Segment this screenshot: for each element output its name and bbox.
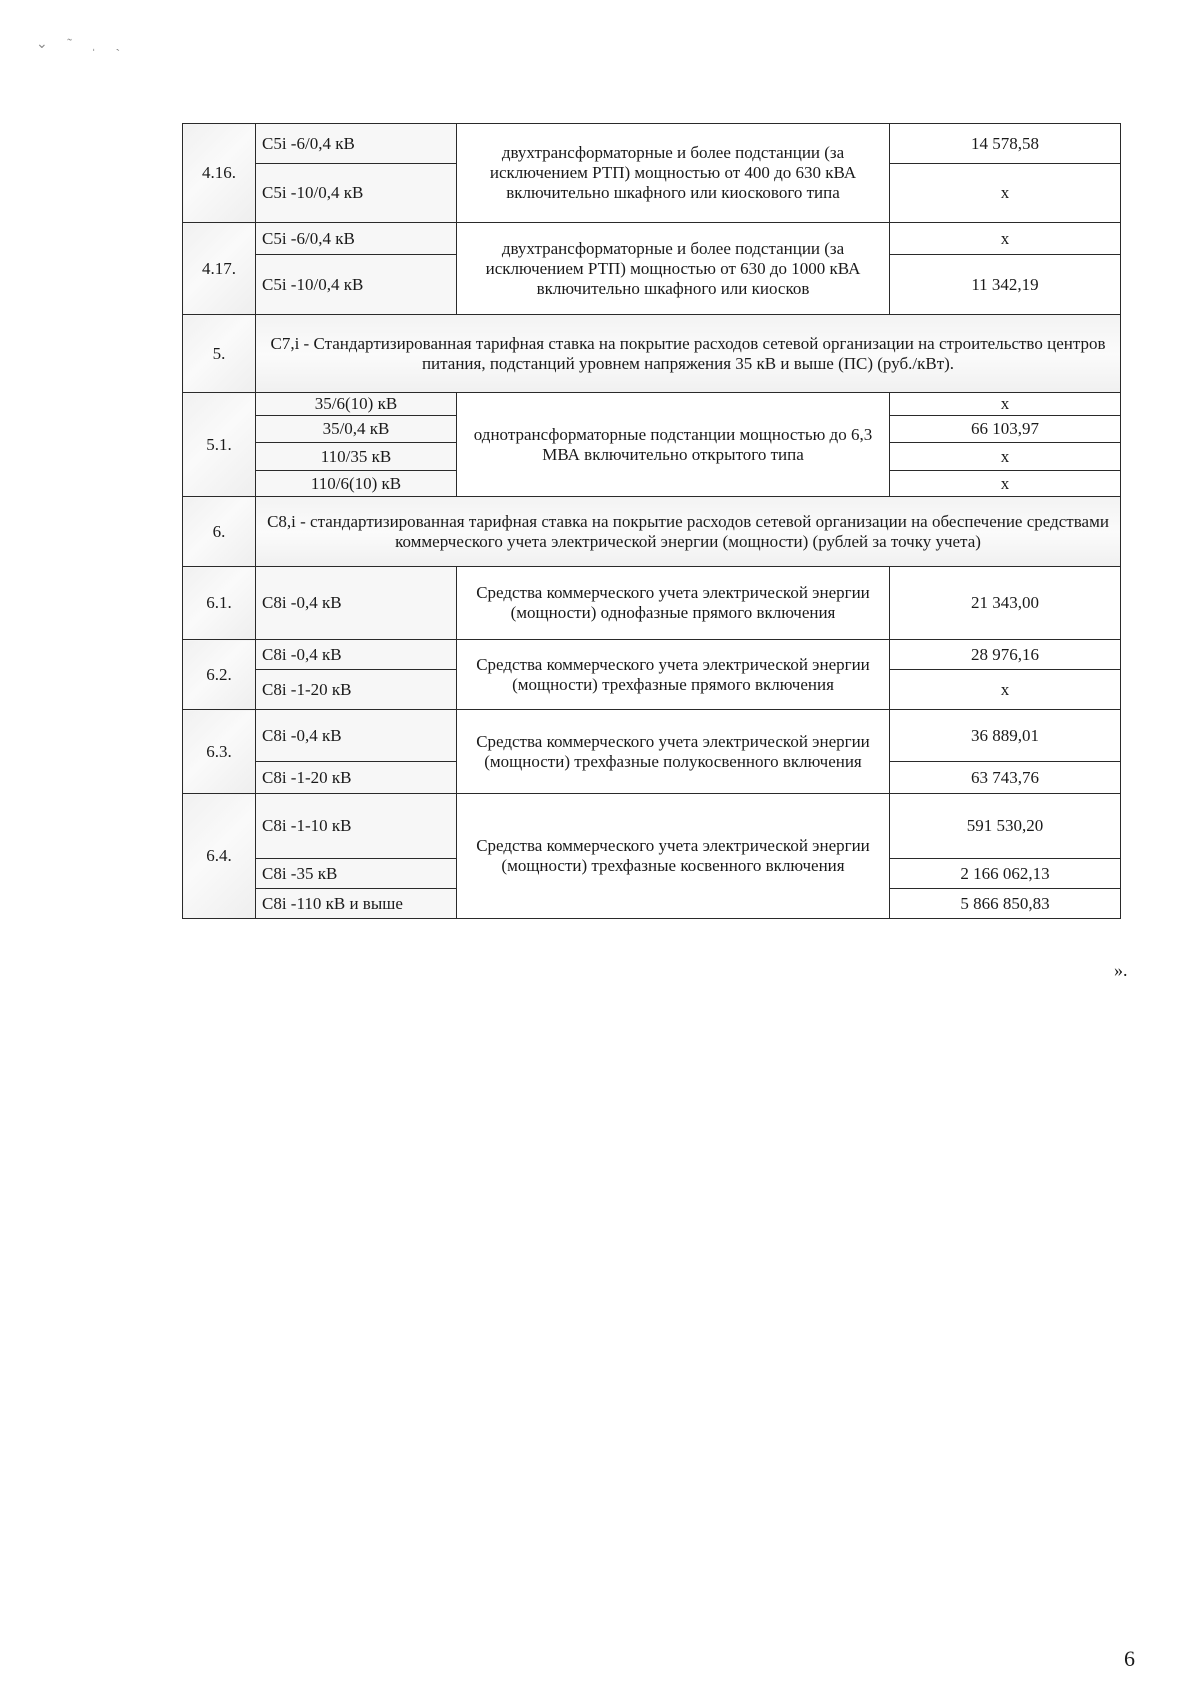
value-cell: x — [890, 164, 1121, 223]
description-cell: Средства коммерческого учета электрической энергии (мощности) трехфазные косвенного включения — [457, 794, 890, 919]
value-cell: 14 578,58 — [890, 124, 1121, 164]
table-row — [183, 640, 1121, 670]
value-cell: 2 166 062,13 — [890, 859, 1121, 889]
row-number: 4.17. — [183, 223, 256, 315]
voltage-cell: 35/6(10) кВ — [256, 393, 457, 416]
closing-quote: ». — [1114, 960, 1128, 980]
section-header-row — [183, 497, 1121, 567]
voltage-cell: 110/35 кВ — [256, 443, 457, 471]
table-row — [183, 794, 1121, 859]
section-header-row — [183, 315, 1121, 393]
voltage-cell: С8i -110 кВ и выше — [256, 889, 457, 919]
section-header: С7,i - Стандартизированная тарифная ставка на покрытие расходов сетевой организации на строительство центров питания, подстанций уровнем напряжения 35 кВ и выше (ПС) (руб./кВт). — [256, 315, 1121, 393]
voltage-cell: С8i -0,4 кВ — [256, 710, 457, 762]
table-row — [183, 124, 1121, 164]
voltage-cell: С8i -1-20 кВ — [256, 670, 457, 710]
value-cell: x — [890, 393, 1121, 416]
row-number: 6. — [183, 497, 256, 567]
voltage-cell: С5i -6/0,4 кВ — [256, 124, 457, 164]
section-header: С8,i - стандартизированная тарифная ставка на покрытие расходов сетевой организации на обеспечение средствами коммерческого учета электрической энергии (мощности) (рублей за точку учета) — [256, 497, 1121, 567]
row-number: 6.3. — [183, 710, 256, 794]
voltage-cell: 35/0,4 кВ — [256, 416, 457, 443]
value-cell: 28 976,16 — [890, 640, 1121, 670]
description-cell: двухтрансформаторные и более подстанции (за исключением РТП) мощностью от 400 до 630 кВА включительно шкафного или киоскового типа — [457, 124, 890, 223]
voltage-cell: С8i -35 кВ — [256, 859, 457, 889]
voltage-cell: 110/6(10) кВ — [256, 471, 457, 497]
value-cell: 11 342,19 — [890, 255, 1121, 315]
scan-artifact: ⌄ ˜ ˌ ˏ — [36, 37, 129, 52]
value-cell: 21 343,00 — [890, 567, 1121, 640]
page-number: 6 — [1124, 1646, 1135, 1671]
voltage-cell: С5i -10/0,4 кВ — [256, 164, 457, 223]
description-cell: Средства коммерческого учета электрической энергии (мощности) трехфазные прямого включения — [457, 640, 890, 710]
value-cell: 36 889,01 — [890, 710, 1121, 762]
row-number: 6.2. — [183, 640, 256, 710]
voltage-cell: С5i -6/0,4 кВ — [256, 223, 457, 255]
voltage-cell: С8i -0,4 кВ — [256, 567, 457, 640]
value-cell: x — [890, 670, 1121, 710]
value-cell: x — [890, 443, 1121, 471]
row-number: 6.4. — [183, 794, 256, 919]
value-cell: 66 103,97 — [890, 416, 1121, 443]
table-row — [183, 223, 1121, 255]
description-cell: двухтрансформаторные и более подстанции (за исключением РТП) мощностью от 630 до 1000 кВА включительно шкафного или киосков — [457, 223, 890, 315]
value-cell: 63 743,76 — [890, 762, 1121, 794]
voltage-cell: С5i -10/0,4 кВ — [256, 255, 457, 315]
value-cell: 5 866 850,83 — [890, 889, 1121, 919]
voltage-cell: С8i -1-10 кВ — [256, 794, 457, 859]
row-number: 5.1. — [183, 393, 256, 497]
table-row — [183, 393, 1121, 416]
tariff-table — [182, 123, 1121, 919]
table-row — [183, 567, 1121, 640]
row-number: 4.16. — [183, 124, 256, 223]
voltage-cell: С8i -0,4 кВ — [256, 640, 457, 670]
value-cell: x — [890, 471, 1121, 497]
value-cell: 591 530,20 — [890, 794, 1121, 859]
table-row — [183, 710, 1121, 762]
description-cell: Средства коммерческого учета электрической энергии (мощности) однофазные прямого включения — [457, 567, 890, 640]
value-cell: x — [890, 223, 1121, 255]
description-cell: Средства коммерческого учета электрической энергии (мощности) трехфазные полукосвенного включения — [457, 710, 890, 794]
voltage-cell: С8i -1-20 кВ — [256, 762, 457, 794]
row-number: 5. — [183, 315, 256, 393]
row-number: 6.1. — [183, 567, 256, 640]
description-cell: однотрансформаторные подстанции мощностью до 6,3 МВА включительно открытого типа — [457, 393, 890, 497]
